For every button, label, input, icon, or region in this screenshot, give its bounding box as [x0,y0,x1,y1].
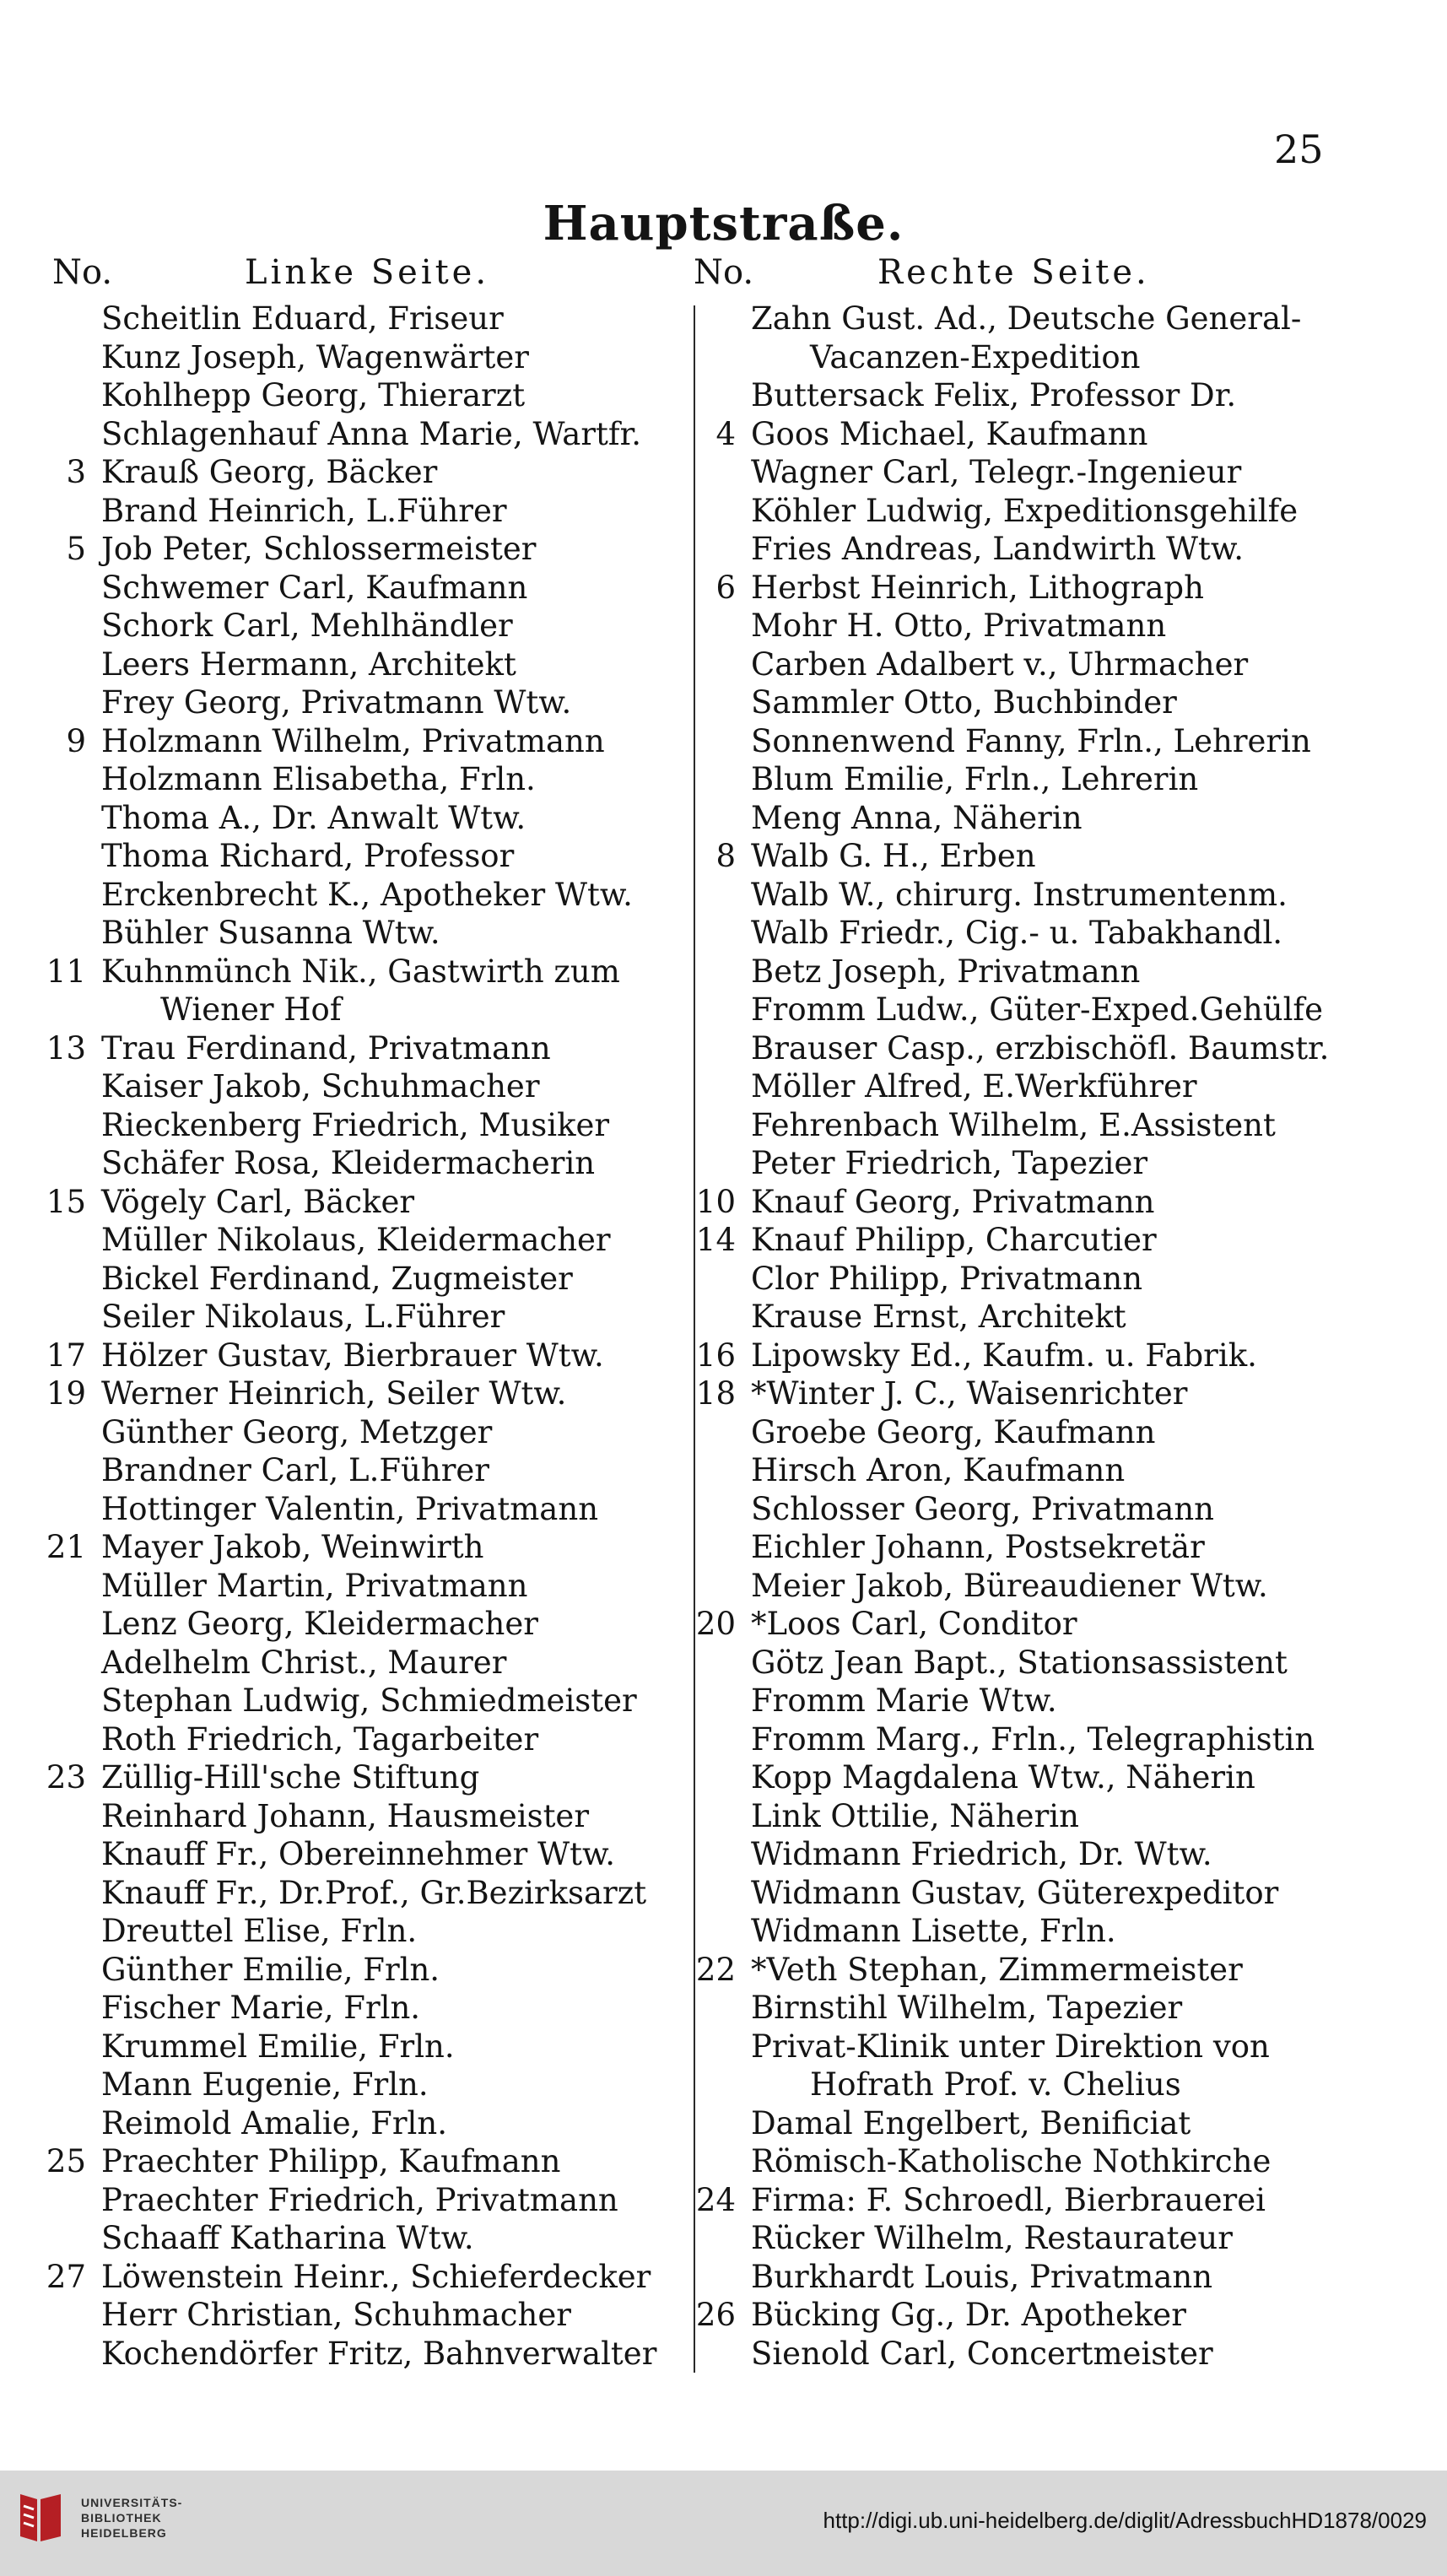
house-number: 3 [66,454,86,490]
resident-entry: Buttersack Felix, Professor Dr. [751,377,1237,413]
left-entry-row [34,1874,683,1913]
right-entry-row [683,300,1342,338]
left-entry-row [34,453,683,492]
right-entry-row [683,415,1342,454]
right-entry-row [683,530,1342,569]
right-entry-row [683,492,1342,531]
right-entry-row [683,2142,1342,2181]
resident-entry: Züllig-Hill'sche Stiftung [101,1759,480,1796]
resident-entry: Sammler Otto, Buchbinder [751,684,1177,721]
left-entry-row [34,530,683,569]
resident-entry: Werner Heinrich, Seiler Wtw. [101,1375,567,1412]
resident-entry: Kaiser Jakob, Schuhmacher [101,1068,540,1104]
resident-entry: Fromm Marg., Frln., Telegraphistin [751,1720,1315,1758]
right-entry-row [683,645,1342,684]
resident-entry: Roth Friedrich, Tagarbeiter [101,1720,539,1758]
house-number: 6 [715,569,736,606]
page-number: 25 [1274,127,1324,172]
left-entry-row [34,837,683,876]
house-number: 26 [695,2297,736,2333]
left-column [34,300,683,2373]
resident-entry: *Winter J. C., Waisenrichter [751,1375,1188,1412]
left-entry-row [34,1183,683,1222]
left-entry-row [34,1490,683,1529]
resident-entry: Rücker Wilhelm, Restaurateur [751,2220,1233,2256]
left-entry-row [34,415,683,454]
library-logo-icon [15,2487,66,2546]
left-entry-row [34,876,683,915]
resident-entry: Stephan Ludwig, Schmiedmeister [101,1682,637,1719]
house-number: 9 [66,722,86,759]
resident-entry: Wiener Hof [160,991,342,1028]
resident-entry: Fischer Marie, Frln. [101,1990,421,2026]
resident-entry: Holzmann Elisabetha, Frln. [101,761,536,797]
right-entry-row [683,1413,1342,1452]
left-entry-row [34,683,683,722]
resident-entry: Günther Georg, Metzger [101,1413,493,1450]
left-entry-row [34,799,683,838]
left-entry-row [34,1758,683,1797]
column-header-no-right: No. [694,253,754,292]
source-url[interactable]: http://digi.ub.uni-heidelberg.de/diglit/AdressbuchHD1878/0029 [823,2508,1427,2533]
right-entry-row [683,683,1342,722]
left-entry-row [34,2104,683,2143]
resident-entry: Brandner Carl, L.Führer [101,1452,489,1488]
resident-entry: Holzmann Wilhelm, Privatmann [101,722,605,759]
resident-entry: Widmann Gustav, Güterexpeditor [751,1874,1279,1911]
left-entry-row [34,1951,683,1990]
resident-entry: Kochendörfer Fritz, Bahnverwalter [101,2335,657,2372]
right-entry-row [683,1874,1342,1913]
right-entry-row [683,453,1342,492]
resident-entry: Herbst Heinrich, Lithograph [751,569,1204,606]
resident-entry: Brauser Casp., erzbischöfl. Baumstr. [751,1029,1330,1067]
library-footer [0,2471,1447,2576]
left-entry-row [34,1144,683,1183]
resident-entry: Mayer Jakob, Weinwirth [101,1529,484,1565]
resident-entry: Thoma Richard, Professor [101,838,515,874]
resident-entry: Lipowsky Ed., Kaufm. u. Fabrik. [751,1337,1257,1374]
right-entry-row [683,914,1342,953]
right-entry-row [683,1835,1342,1874]
resident-entry: Köhler Ludwig, Expeditionsgehilfe [751,492,1299,529]
left-entry-row [34,2258,683,2297]
right-column [683,300,1342,2373]
right-entry-row [683,1183,1342,1222]
right-entry-row [683,2066,1342,2104]
right-entry-row [683,1951,1342,1990]
left-entry-row [34,2028,683,2066]
resident-entry: Seiler Nikolaus, L.Führer [101,1299,505,1335]
house-number: 15 [46,1183,86,1220]
left-entry-row [34,1567,683,1606]
house-number: 27 [46,2258,86,2295]
left-entry-row [34,1682,683,1720]
resident-entry: Eichler Johann, Postsekretär [751,1529,1205,1565]
right-entry-row [683,722,1342,761]
left-entry-row [34,1260,683,1299]
resident-entry: Trau Ferdinand, Privatmann [101,1029,551,1067]
resident-entry: Römisch-Katholische Nothkirche [751,2143,1272,2179]
resident-entry: Mann Eugenie, Frln. [101,2066,429,2103]
right-entry-row [683,799,1342,838]
resident-entry: Knauf Georg, Privatmann [751,1183,1155,1220]
left-entry-row [34,1337,683,1375]
resident-entry: Schlosser Georg, Privatmann [751,1490,1215,1527]
right-entry-row [683,953,1342,991]
resident-entry: Mohr H. Otto, Privatmann [751,608,1167,644]
resident-entry: Birnstihl Wilhelm, Tapezier [751,1990,1183,2026]
right-entry-row [683,2181,1342,2220]
house-number: 8 [715,838,736,874]
resident-entry: Widmann Friedrich, Dr. Wtw. [751,1836,1212,1872]
right-entry-row [683,1337,1342,1375]
right-entry-row [683,1758,1342,1797]
left-entry-row [34,1835,683,1874]
house-number: 24 [695,2181,736,2218]
resident-entry: Damal Engelbert, Benificiat [751,2104,1191,2141]
resident-entry: Fromm Ludw., Güter-Exped.Gehülfe [751,991,1323,1028]
right-entry-row [683,1490,1342,1529]
right-entry-row [683,338,1342,377]
left-entry-row [34,1528,683,1567]
resident-entry: Zahn Gust. Ad., Deutsche General- [751,300,1302,337]
left-entry-row [34,2335,683,2373]
resident-entry: Wagner Carl, Telegr.-Ingenieur [751,454,1242,490]
left-entry-row [34,722,683,761]
resident-entry: Praechter Friedrich, Privatmann [101,2181,618,2218]
resident-entry: Fehrenbach Wilhelm, E.Assistent [751,1106,1276,1143]
right-entry-row [683,2104,1342,2143]
left-entry-row [34,1374,683,1413]
right-entry-row [683,1912,1342,1951]
resident-entry: Kuhnmünch Nik., Gastwirth zum [101,953,620,990]
resident-entry: Leers Hermann, Architekt [101,645,516,683]
resident-entry: Thoma A., Dr. Anwalt Wtw. [101,799,526,836]
resident-entry: Möller Alfred, E.Werkführer [751,1068,1197,1104]
right-entry-row [683,2296,1342,2335]
resident-entry: Fries Andreas, Landwirth Wtw. [751,531,1244,567]
left-entry-row [34,1451,683,1490]
right-entry-row [683,1451,1342,1490]
resident-entry: Betz Joseph, Privatmann [751,953,1141,990]
resident-entry: Löwenstein Heinr., Schieferdecker [101,2258,651,2295]
resident-entry: Schork Carl, Mehlhändler [101,608,513,644]
house-number: 4 [715,415,736,452]
resident-entry: Krummel Emilie, Frln. [101,2028,455,2065]
resident-entry: Vacanzen-Expedition [810,338,1141,375]
resident-entry: Groebe Georg, Kaufmann [751,1413,1156,1450]
left-entry-row [34,607,683,645]
resident-entry: Job Peter, Schlossermeister [101,531,537,567]
resident-entry: Reimold Amalie, Frln. [101,2104,447,2141]
resident-entry: Kunz Joseph, Wagenwärter [101,338,529,375]
resident-entry: Carben Adalbert v., Uhrmacher [751,645,1249,683]
right-entry-row [683,607,1342,645]
right-entry-row [683,760,1342,799]
right-entry-row [683,1797,1342,1836]
right-entry-row [683,1528,1342,1567]
right-entry-row [683,2335,1342,2373]
house-number: 19 [46,1375,86,1412]
resident-entry: Knauf Philipp, Charcutier [751,1222,1157,1258]
resident-entry: Clor Philipp, Privatmann [751,1260,1143,1297]
resident-entry: Walb Friedr., Cig.- u. Tabakhandl. [751,915,1283,951]
resident-entry: Bühler Susanna Wtw. [101,915,440,951]
resident-entry: Hottinger Valentin, Privatmann [101,1490,599,1527]
resident-entry: Krauß Georg, Bäcker [101,454,438,490]
house-number: 11 [46,953,86,990]
left-entry-row [34,1797,683,1836]
resident-entry: Link Ottilie, Näherin [751,1797,1079,1834]
right-entry-row [683,1029,1342,1068]
resident-entry: Schäfer Rosa, Kleidermacherin [101,1145,596,1181]
right-entry-row [683,569,1342,608]
left-entry-row [34,645,683,684]
resident-entry: Widmann Lisette, Frln. [751,1913,1116,1949]
left-entry-row [34,300,683,338]
right-entry-row [683,1260,1342,1299]
resident-entry: Rieckenberg Friedrich, Musiker [101,1106,610,1143]
resident-entry: Schaaff Katharina Wtw. [101,2220,474,2256]
resident-entry: Bickel Ferdinand, Zugmeister [101,1260,573,1297]
house-number: 23 [46,1759,86,1796]
right-entry-row [683,1682,1342,1720]
resident-entry: Goos Michael, Kaufmann [751,415,1148,452]
resident-entry: Bücking Gg., Dr. Apotheker [751,2297,1186,2333]
resident-entry: Privat-Klinik unter Direktion von [751,2028,1270,2065]
library-name-line-2: BIBLIOTHEK [81,2511,162,2525]
left-entry-row [34,760,683,799]
house-number: 10 [695,1183,736,1220]
resident-entry: Frey Georg, Privatmann Wtw. [101,684,572,721]
resident-entry: Vögely Carl, Bäcker [101,1183,415,1220]
resident-entry: Sienold Carl, Concertmeister [751,2335,1213,2372]
left-entry-row [34,1720,683,1759]
house-number: 20 [695,1606,736,1642]
resident-entry: Dreuttel Elise, Frln. [101,1913,418,1949]
column-header-no-left: No. [52,253,113,292]
resident-entry: Scheitlin Eduard, Friseur [101,300,504,337]
resident-entry: Müller Martin, Privatmann [101,1567,528,1604]
resident-entry: Krause Ernst, Architekt [751,1299,1126,1335]
house-number: 13 [46,1029,86,1067]
left-entry-row [34,914,683,953]
column-header-right-side: Rechte Seite. [877,253,1150,292]
left-entry-row [34,1989,683,2028]
right-entry-row [683,376,1342,415]
left-entry-row [34,2066,683,2104]
column-header-left-side: Linke Seite. [245,253,490,292]
left-entry-row [34,953,683,991]
resident-entry: Fromm Marie Wtw. [751,1682,1057,1719]
resident-entry: Walb W., chirurg. Instrumentenm. [751,876,1288,913]
resident-entry: Kopp Magdalena Wtw., Näherin [751,1759,1255,1796]
resident-entry: *Loos Carl, Conditor [751,1606,1077,1642]
resident-entry: Sonnenwend Fanny, Frln., Lehrerin [751,722,1311,759]
left-entry-row [34,1221,683,1260]
resident-entry: Hirsch Aron, Kaufmann [751,1452,1126,1488]
left-entry-row [34,2296,683,2335]
library-name-line-1: UNIVERSITÄTS- [81,2496,183,2509]
right-entry-row [683,837,1342,876]
resident-entry: Burkhardt Louis, Privatmann [751,2258,1213,2295]
resident-entry: Schlagenhauf Anna Marie, Wartfr. [101,415,641,452]
resident-entry: Adelhelm Christ., Maurer [101,1644,507,1681]
right-entry-row [683,1374,1342,1413]
right-entry-row [683,1644,1342,1682]
right-entry-row [683,1144,1342,1183]
house-number: 22 [695,1951,736,1988]
resident-entry: Günther Emilie, Frln. [101,1951,440,1988]
left-entry-row [34,991,683,1029]
resident-entry: Blum Emilie, Frln., Lehrerin [751,761,1199,797]
right-entry-row [683,1989,1342,2028]
left-entry-row [34,1298,683,1337]
right-entry-row [683,2219,1342,2258]
left-entry-row [34,1605,683,1644]
left-entry-row [34,338,683,377]
left-entry-row [34,1067,683,1106]
house-number: 21 [46,1529,86,1565]
house-number: 16 [695,1337,736,1374]
resident-entry: Hölzer Gustav, Bierbrauer Wtw. [101,1337,604,1374]
resident-entry: Götz Jean Bapt., Stationsassistent [751,1644,1288,1681]
left-entry-row [34,569,683,608]
resident-entry: Lenz Georg, Kleidermacher [101,1606,538,1642]
resident-entry: Brand Heinrich, L.Führer [101,492,507,529]
left-entry-row [34,1644,683,1682]
right-entry-row [683,1067,1342,1106]
left-entry-row [34,2181,683,2220]
resident-entry: Müller Nikolaus, Kleidermacher [101,1222,611,1258]
left-entry-row [34,2142,683,2181]
resident-entry: Reinhard Johann, Hausmeister [101,1797,590,1834]
left-entry-row [34,1413,683,1452]
resident-entry: Peter Friedrich, Tapezier [751,1145,1148,1181]
resident-entry: Erckenbrecht K., Apotheker Wtw. [101,876,633,913]
house-number: 25 [46,2143,86,2179]
resident-entry: Knauff Fr., Dr.Prof., Gr.Bezirksarzt [101,1874,647,1911]
left-entry-row [34,492,683,531]
resident-entry: Herr Christian, Schuhmacher [101,2297,571,2333]
house-number: 18 [695,1375,736,1412]
resident-entry: Praechter Philipp, Kaufmann [101,2143,561,2179]
page-title: Hauptstraße. [543,196,904,251]
left-entry-row [34,376,683,415]
resident-entry: Knauff Fr., Obereinnehmer Wtw. [101,1836,616,1872]
resident-entry: Meier Jakob, Büreaudiener Wtw. [751,1567,1268,1604]
right-entry-row [683,1221,1342,1260]
right-entry-row [683,1567,1342,1606]
resident-entry: Walb G. H., Erben [751,838,1036,874]
house-number: 17 [46,1337,86,1374]
library-name-line-3: HEIDELBERG [81,2526,167,2540]
resident-entry: Kohlhepp Georg, Thierarzt [101,377,526,413]
house-number: 14 [695,1222,736,1258]
right-entry-row [683,2028,1342,2066]
right-entry-row [683,1720,1342,1759]
resident-entry: Firma: F. Schroedl, Bierbrauerei [751,2181,1266,2218]
left-entry-row [34,1106,683,1145]
right-entry-row [683,991,1342,1029]
right-entry-row [683,1298,1342,1337]
left-entry-row [34,1029,683,1068]
resident-entry: Hofrath Prof. v. Chelius [810,2066,1181,2103]
resident-entry: Schwemer Carl, Kaufmann [101,569,528,606]
right-entry-row [683,1605,1342,1644]
right-entry-row [683,876,1342,915]
house-number: 5 [66,531,86,567]
left-entry-row [34,1912,683,1951]
left-entry-row [34,2219,683,2258]
right-entry-row [683,1106,1342,1145]
resident-entry: Meng Anna, Näherin [751,799,1083,836]
resident-entry: *Veth Stephan, Zimmermeister [751,1951,1243,1988]
right-entry-row [683,2258,1342,2297]
